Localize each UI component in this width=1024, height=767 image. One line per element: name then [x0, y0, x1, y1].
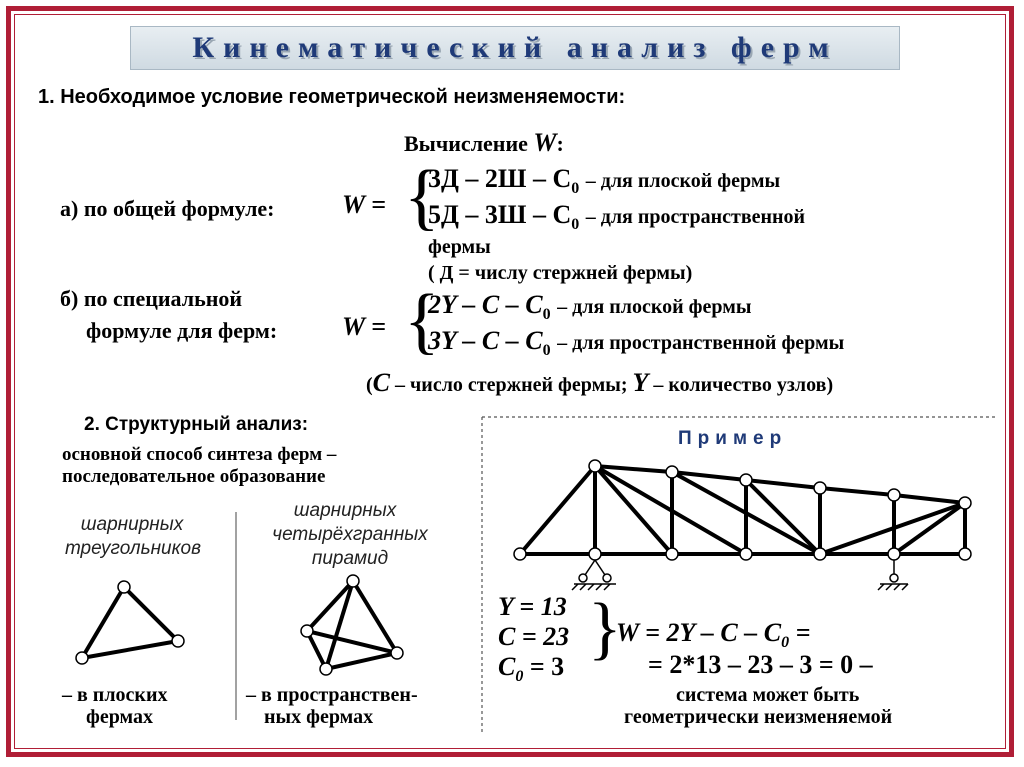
plane-trusses-label-2: фермах — [86, 706, 154, 728]
space-trusses-label-1: – в пространствен- — [246, 684, 418, 706]
left-support — [572, 560, 616, 590]
space-trusses-label-2: ных фермах — [264, 706, 374, 728]
special-formula-brace: { — [404, 280, 440, 362]
section2-desc-1: основной способ синтеза ферм – — [62, 444, 337, 465]
pyramids-caption-2: четырёхгранных — [272, 524, 428, 545]
triangles-caption-2: треугольников — [64, 538, 202, 559]
plane-trusses-label-1: – в плоских — [62, 684, 168, 706]
example-heading: Пример — [678, 428, 788, 449]
general-formula-space-cont: фермы — [428, 236, 491, 258]
triangles-caption-1: шарнирных — [80, 514, 184, 535]
example-y: Y = 13 — [498, 592, 567, 621]
special-formula-label-1: б) по специальной — [60, 286, 243, 311]
calc-label: Вычисление W: — [404, 128, 564, 157]
general-formula-space: $5Д - 3Ш - C_0$ – для пространственной — [428, 200, 806, 234]
slide-title: Кинематический анализ ферм — [192, 31, 838, 64]
triangle-figure — [82, 587, 178, 658]
example-c: C = 23 — [498, 622, 570, 651]
special-formula-label-2: формуле для ферм: — [86, 318, 278, 343]
calc-symbol: W — [533, 128, 557, 157]
general-formula-w: W = — [342, 190, 386, 219]
special-formula-w: W = — [342, 312, 386, 341]
example-conclusion-1: система может быть — [676, 684, 860, 706]
example-conclusion-2: геометрически неизменяемой — [624, 706, 893, 728]
right-support — [878, 560, 908, 590]
general-formula-label: а) по общей формуле: — [60, 196, 275, 221]
pyramids-caption-1: шарнирных — [293, 500, 397, 521]
general-formula-plane: $3Д - 2Ш - C_0$ – для плоской фермы — [428, 164, 781, 198]
section1-heading: 1. Необходимое условие геометрической неизменяемости: — [38, 86, 626, 108]
section2-desc-2: последовательное образование — [62, 466, 326, 487]
example-c0: $C_0 = 3$ — [498, 652, 565, 686]
special-formula-space: 3Y – C – $C_0$ – для пространственной фермы — [428, 326, 845, 360]
special-formula-note: (C – число стержней фермы; Y – количество узлов) — [366, 368, 834, 397]
pyramids-caption-3: пирамид — [311, 548, 389, 569]
example-brace: { — [588, 590, 622, 667]
example-w-line1: $W = 2Y - C - C_0$ = — [616, 618, 811, 652]
example-w-line2: = 2*13 – 23 – 3 = 0 – — [648, 650, 873, 679]
pyramid-figure — [307, 581, 397, 669]
special-formula-plane: 2Y – C – $C_0$ – для плоской фермы — [428, 290, 752, 324]
general-formula-brace: { — [404, 156, 440, 238]
general-formula-note: ( Д = числу стержней фермы) — [428, 262, 693, 284]
section2-heading: 2. Структурный анализ: — [84, 414, 309, 435]
